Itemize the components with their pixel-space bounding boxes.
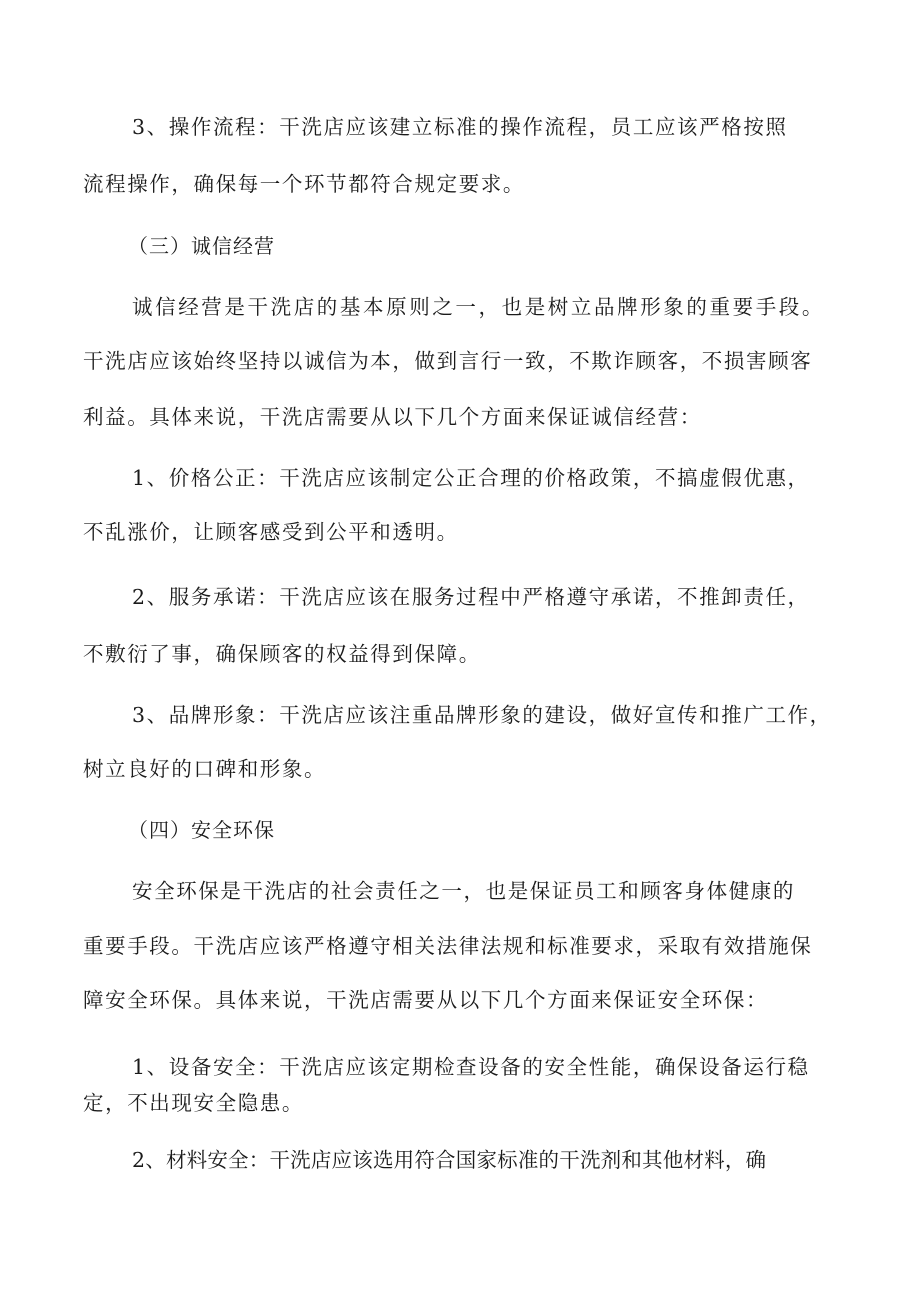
paragraph-line: 3、操作流程：干洗店应该建立标准的操作流程，员工应该严格按照: [132, 115, 788, 139]
paragraph-line: 3、品牌形象：干洗店应该注重品牌形象的建设，做好宣传和推广工作，: [132, 703, 832, 727]
section-heading: （四）安全环保: [128, 818, 275, 842]
paragraph-line: 2、服务承诺：干洗店应该在服务过程中严格遵守承诺，不推卸责任，: [132, 585, 810, 609]
paragraph-line: 诚信经营是干洗店的基本原则之一，也是树立品牌形象的重要手段。: [132, 295, 825, 319]
paragraph-line: 定，不出现安全隐患。: [83, 1091, 304, 1115]
paragraph-line: 1、设备安全：干洗店应该定期检查设备的安全性能，确保设备运行稳: [132, 1055, 810, 1079]
paragraph-line: 障安全环保。具体来说，干洗店需要从以下几个方面来保证安全环保：: [83, 988, 769, 1012]
paragraph-line: 重要手段。干洗店应该严格遵守相关法律法规和标准要求，采取有效措施保: [83, 934, 813, 958]
section-heading: （三）诚信经营: [128, 234, 275, 258]
paragraph-line: 树立良好的口碑和形象。: [83, 757, 327, 781]
paragraph-line: 流程操作，确保每一个环节都符合规定要求。: [83, 172, 525, 196]
paragraph-line: 干洗店应该始终坚持以诚信为本，做到言行一致，不欺诈顾客，不损害顾客: [83, 349, 813, 373]
paragraph-line: 2、材料安全：干洗店应该选用符合国家标准的干洗剂和其他材料，确: [132, 1148, 767, 1172]
paragraph-line: 利益。具体来说，干洗店需要从以下几个方面来保证诚信经营：: [83, 405, 702, 429]
paragraph-line: 不乱涨价，让顾客感受到公平和透明。: [83, 520, 459, 544]
paragraph-line: 1、价格公正：干洗店应该制定公正合理的价格政策，不搞虚假优惠，: [132, 466, 810, 490]
paragraph-line: 安全环保是干洗店的社会责任之一，也是保证员工和顾客身体健康的: [132, 879, 795, 903]
paragraph-line: 不敷衍了事，确保顾客的权益得到保障。: [83, 642, 481, 666]
